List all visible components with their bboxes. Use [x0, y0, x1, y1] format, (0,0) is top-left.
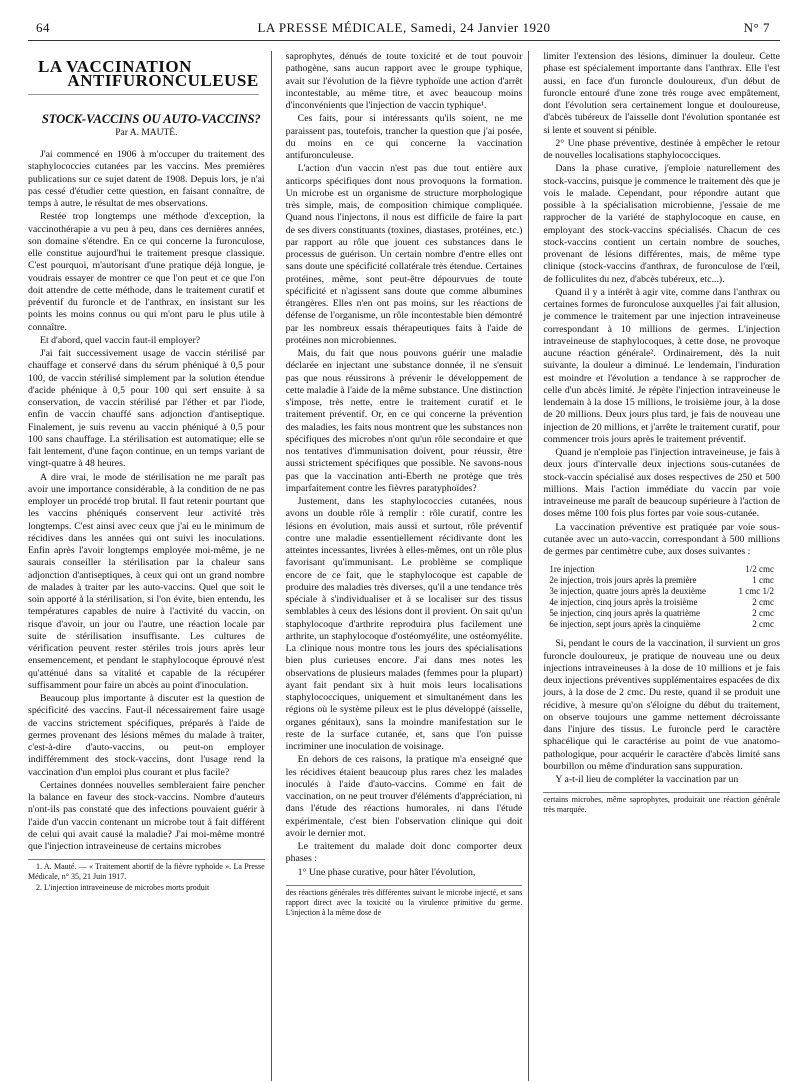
paragraph: Et d'abord, quel vaccin faut-il employer? [40, 334, 201, 346]
footnotes [543, 792, 780, 815]
journal-title: LA PRESSE MÉDICALE, Samedi, 24 Janvier 1920 [257, 20, 551, 35]
schedule-dose: 1 cmc [752, 575, 775, 586]
page-header [28, 10, 780, 41]
paragraph: Quand je n'emploie pas l'injection intraveineuse, je fais à deux jours d'intervalle deux injections sous-cutanées de stock-vaccin spécialisé aux doses respectives de 250 et 500 millions. Mais l'action immédiate du vaccin par voie intraveineuse me paraît de beaucoup supérieure à l'action de doses même 100 fois plus fortes par voie sous-cutanée. [543, 447, 781, 520]
footnote: des réactions générales très différentes suivant le microbe injecté, et sans rapport direct avec la toxicité ou la virulence primitive du germe. L'injection à la même dose de [285, 887, 523, 917]
injection-schedule [549, 564, 780, 630]
paragraph: Le traitement du malade doit donc comporter deux phases : [285, 841, 523, 865]
schedule-label: 1re injection [549, 564, 595, 575]
schedule-dose: 2 cmc [752, 597, 775, 608]
paragraph: Dans la phase curative, j'emploie naturellement des stock-vaccins, puisque je commence le traitement dès que je vois le malade. Cependant, pour répondre autant que possible à la spécialisation microbienne, j'essaie de me rapprocher de la variété de staphylocoque en cause, en employant des stock-vaccins spécialisés. Chacun de ces stock-vaccins contient un certain nombre de souches, provenant de lésions différentes, mais, de même type clinique (stock-vaccins d'anthrax, de furonculose de l'œil, de folliculites du nez, d'abcès tubéreux, etc...). [543, 163, 781, 285]
paragraph: Y a-t-il lieu de compléter la vaccination par un [555, 774, 739, 785]
paragraph: Beaucoup plus importante à discuter est la question de spécificité des vaccins. Faut-il nécessairement faire usage de vaccins strictement spécifiques, préparés à l'aide de germes provenant des lésions mêmes du malade à traiter, c'est-à-dire d'auto-vaccins, ou peut-on employer indifféremment des stock-vaccins, dont l'usage rend la vaccination d'un emploi plus courant et plus facile? [28, 693, 265, 778]
paragraph: A dire vrai, le mode de stérilisation ne me paraît pas avoir une importance considérable, à la condition de ne pas employer un procédé trop brutal. Il faut retenir pourtant que les vaccins phéniqués conservent leur activité très longtemps. C'est ainsi avec ceux que j'ai eu le minimum de récidives dans les années qui ont suivi les inoculations. Enfin après l'avoir longtemps employée moi-même, je ne saurais conseiller la stérilisation par la chaleur sans adjonction d'antiseptiques, à ceux qui ont un grand nombre de malades à traiter par les auto-vaccins. Quel que soit le soin apporté à la stérilisation, si l'on évite, bien entendu, les températures capables de nuire à l'activité du vaccin, on risque d'avoir, un jour ou l'autre, une réaction locale par suite de stérilisation insuffisante. Les cultures de vérification peuvent rester stériles trois jours après leur ensemencement, et pendant le staphylocoque éprouvé n'est qu'atténué dans sa vitalité et capable de la récupérer suffisamment pour faire un abcès au point d'inoculation. [28, 471, 265, 691]
schedule-label: 6e injection, sept jours après la cinquième [549, 619, 701, 630]
page-number: 64 [36, 20, 50, 35]
article-columns [28, 51, 780, 1081]
paragraph: J'ai commencé en 1906 à m'occuper du traitement des staphylococcies cutanées par les vaccins. Mes premières publications sur ce sujet datent de 1908. Depuis lors, je n'ai pas cessé d'étudier cette question, en faisant connaître, de temps à autre, le résultat de mes observations. [28, 149, 265, 209]
schedule-row [549, 575, 780, 586]
paragraph: Si, pendant le cours de la vaccination, il survient un gros furoncle douloureux, je pratique de nouveau une ou deux injections intraveineuses à la dose de 10 millions et je fais deux injections préventives supplémentaires espacées de dix jours, à la dose de 2 cmc. Du reste, quand il se produit une récidive, à mesure qu'on s'éloigne du début du traitement, on observe toujours une gamme nettement décroissante dans l'injure des tissus. Le furoncle perd le caractère sphacélique qui le caractérise au point de vue anatomo-pathologique, pour acquérir le caractère d'abcès limité sans bourbillon ou même d'induration sans suppuration. [543, 638, 781, 772]
article-title-line2: ANTIFURONCULEUSE [28, 75, 259, 94]
paragraph: 1° Une phase curative, pour hâter l'évolution, [297, 866, 476, 878]
article-byline: Par A. MAUTÉ. [115, 127, 178, 138]
schedule-row [549, 597, 780, 608]
paragraph: limiter l'extension des lésions, diminuer la douleur. Cette phase est spécialement importante dans l'anthrax. Elle l'est aussi, en face d'un furoncle douloureux, d'un début de furoncle entouré d'une zone très rouge avec empâtement, dont l'évolution sera certainement longue et douloureuse, d'abcès tubéreux de l'aisselle dont l'évolution spontanée est si lente et souvent si pénible. [543, 51, 781, 136]
schedule-row [549, 564, 780, 575]
schedule-dose: 2 cmc [752, 619, 775, 630]
paragraph: 2° Une phase préventive, destinée à empêcher le retour de nouvelles localisations staphylococciques. [543, 137, 781, 161]
paragraph: Restée trop longtemps une méthode d'exception, la vaccinothérapie a vu peu à peu, dans ces dernières années, son domaine s'étendre. En ce qui concerne la furonculose, elle constitue aujourd'hui le traitement presque classique. C'est pourquoi, m'autorisant d'une pratique déjà longue, je voudrais essayer de montrer ce que l'on peut et ce que l'on doit attendre de cette méthode, dans le traitement curatif et préventif du furoncle et de l'anthrax, en insistant sur les points les moins connus ou qui m'ont paru le plus utile à connaître. [28, 211, 265, 333]
paragraph: Ces faits, pour si intéressants qu'ils soient, ne me paraissent pas, toutefois, trancher la question que j'ai posée, du moins en ce qui concerne la vaccination antifuronculeuse. [285, 113, 523, 161]
paragraph: Mais, du fait que nous pouvons guérir une maladie déclarée en injectant une substance donnée, il ne s'ensuit pas que nous réussirons à prévenir le développement de cette maladie à l'aide de la même substance. Une distinction s'impose, très nette, entre le traitement curatif et le traitement préventif. Or, en ce qui concerne la prévention des maladies, les faits nous montrent que les substances non spécifiques des microbes n'ont qu'un rôle secondaire et que nos tentatives d'immunisation doivent, pour réussir, être aussi strictement spécifiques que possible. Ne savons-nous pas que la vaccination anti-Eberth ne protège que très imparfaitement contre les fièvres paratyphoïdes? [285, 348, 523, 494]
schedule-label: 3e injection, quatre jours après la deuxième [549, 586, 707, 597]
paragraph: La vaccination préventive est pratiquée par voie sous-cutanée avec un auto-vaccin, correspondant à 500 millions de germes par centimètre cube, aux doses suivantes : [543, 521, 781, 557]
paragraph: Quand il y a intérêt à agir vite, comme dans l'anthrax ou certaines formes de furonculose auxquelles j'ai fait allusion, je commence le traitement par une injection intraveineuse correspondant à 10 millions de germes. L'injection intraveineuse de staphylocoques, à cette dose, ne provoque aucune réaction générale². Ordinairement, dès la nuit suivante, la douleur a diminué. Le lendemain, l'induration est moindre et l'évolution a tendance à se rapprocher de celle d'un abcès limité. Je répète l'injection intraveineuse le lendemain à la dose 15 millions, le troisième jour, à la dose de 20 millions. Deux jours plus tard, je fais de nouveau une injection de 20 millions, et j'arrête le traitement curatif, pour commencer trois jours après le traitement préventif. [543, 286, 781, 445]
schedule-dose: 1/2 cmc [745, 564, 775, 575]
schedule-label: 2e injection, trois jours après la première [549, 575, 697, 586]
schedule-dose: 1 cmc 1/2 [738, 586, 775, 597]
issue-number: N° 7 [743, 20, 770, 35]
footnotes [28, 859, 265, 893]
footnotes [286, 885, 523, 918]
column-3 [543, 51, 780, 1081]
footnote: 2. L'injection intraveineuse de microbes morts produit [36, 883, 210, 893]
footnote: certains microbes, même saprophytes, produirait une réaction générale très marquée. [543, 795, 781, 815]
paragraph: Certaines données nouvelles sembleraient faire pencher la balance en faveur des stock-vaccins. Nombre d'auteurs n'ont-ils pas constaté que des infections pouvaient guérir à l'aide d'un vaccin contenant un microbe tout à fait différent de celui qui avait causé la maladie? J'ai moi-même montré que l'injection intraveineuse de certains microbes [28, 779, 265, 852]
footnote: 1. A. Mauté. — « Traitement abortif de la fièvre typhoïde ». La Presse Médicale, n° 35, 21 Juin 1917. [28, 862, 265, 882]
column-1 [28, 51, 272, 1081]
article-title-line1: LA VACCINATION [38, 57, 192, 76]
schedule-row [549, 619, 780, 630]
schedule-dose: 2 cmc [752, 608, 775, 619]
paragraph: En dehors de ces raisons, la pratique m'a enseigné que les récidives étaient beaucoup plus rares chez les malades inoculés à l'aide d'auto-vaccins. Comme en fait de vaccination, on ne peut trouver d'éléments d'appréciation, ni dans l'étude des réactions humorales, ni dans l'étude expérimentale, c'est bien l'observation clinique qui doit avoir le dernier mot. [285, 754, 523, 839]
schedule-row [549, 608, 780, 619]
schedule-row [549, 586, 780, 597]
schedule-label: 5e injection, cinq jours après la quatrième [549, 608, 701, 619]
paragraph: L'action d'un vaccin n'est pas due tout entière aux anticorps spécifiques dont nous provoquons la formation. Un microbe est un organisme de structure morphologique très simple, mais, de composition chimique compliquée. Quand nous l'injectons, il nous est difficile de faire la part de ses divers constituants (toxines, diastases, protéines, etc.) par rapport au rôle que jouent ces substances dans le processus de guérison. Un certain nombre d'entre elles ont sans doute une spécificité collatérale très étendue. Certaines protéines, même, sont peut-être dépourvues de toute spécificité et n'agissent sans doute que comme albumines étrangères. Elles n'en ont pas moins, sur les réactions de défense de l'organisme, un rôle incontestable bien démontré par les nombreux essais thérapeutiques faits à l'aide de protéines non microbiennes. [285, 163, 523, 346]
paragraph: J'ai fait successivement usage de vaccin stérilisé par chauffage et conservé dans du sérum phéniqué à 0,5 pour 100, de vaccin stérilisé simplement par la solution étendue d'acide phénique à 0,5 pour 100 qui sert ensuite à sa conservation, de vaccin stérilisé par l'éther et par l'iode, enfin de vaccin chauffé sans adjonction d'antiseptique. Finalement, je suis revenu au vaccin phéniqué à 0,5 pour 100 sans chauffage. La stérilisation est automatique; elle se fait lentement, d'une façon continue, en un temps variant de vingt-quatre à 48 heures. [28, 348, 265, 470]
column-2 [286, 51, 530, 1081]
schedule-label: 4e injection, cinq jours après la troisième [549, 597, 698, 608]
article-subtitle: STOCK-VACCINS OU AUTO-VACCINS? [41, 111, 261, 126]
paragraph: Justement, dans les staphylococcies cutanées, nous avons un double rôle à remplir : rôle curatif, contre les lésions en évolution, mais aussi et surtout, rôle préventif contre une maladie essentiellement récidivante dont les atteintes incessantes, livrées à elles-mêmes, ont un rôle plus favorisant qu'immunisant. Le problème se complique encore de ce fait, que le staphylocoque est capable de produire des maladies très diverses, qu'il a une tendance très spéciale à s'individualiser et à se localiser sur des tissus semblables à ceux des lésions dont il provient. On sait qu'un staphylocoque d'arthrite reproduira plus facilement une arthrite, un staphylocoque d'ostéomyélite, une ostéomyélite. La clinique nous montre tous les jours des spécialisations bien plus curieuses encore. J'ai dans mes notes les observations de plusieurs malades (femmes pour la plupart) ayant fait pendant six à huit mois leurs localisations staphylococciques, uniquement et simultanément dans les régions où le système pileux est le plus développé (aisselle, organes génitaux), sans la moindre manifestation sur le reste de la surface cutanée, et, sans que l'on puisse incriminer une inoculation de voisinage. [285, 496, 523, 752]
paragraph: saprophytes, dénués de toute toxicité et de tout pouvoir pathogène, sans aucun rapport avec le groupe typhique, avait sur l'évolution de la fièvre typhoïde une action d'arrêt incontestable, au même titre, et avec beaucoup moins d'inconvénients que l'injection de vaccin typhique¹. [285, 51, 523, 111]
